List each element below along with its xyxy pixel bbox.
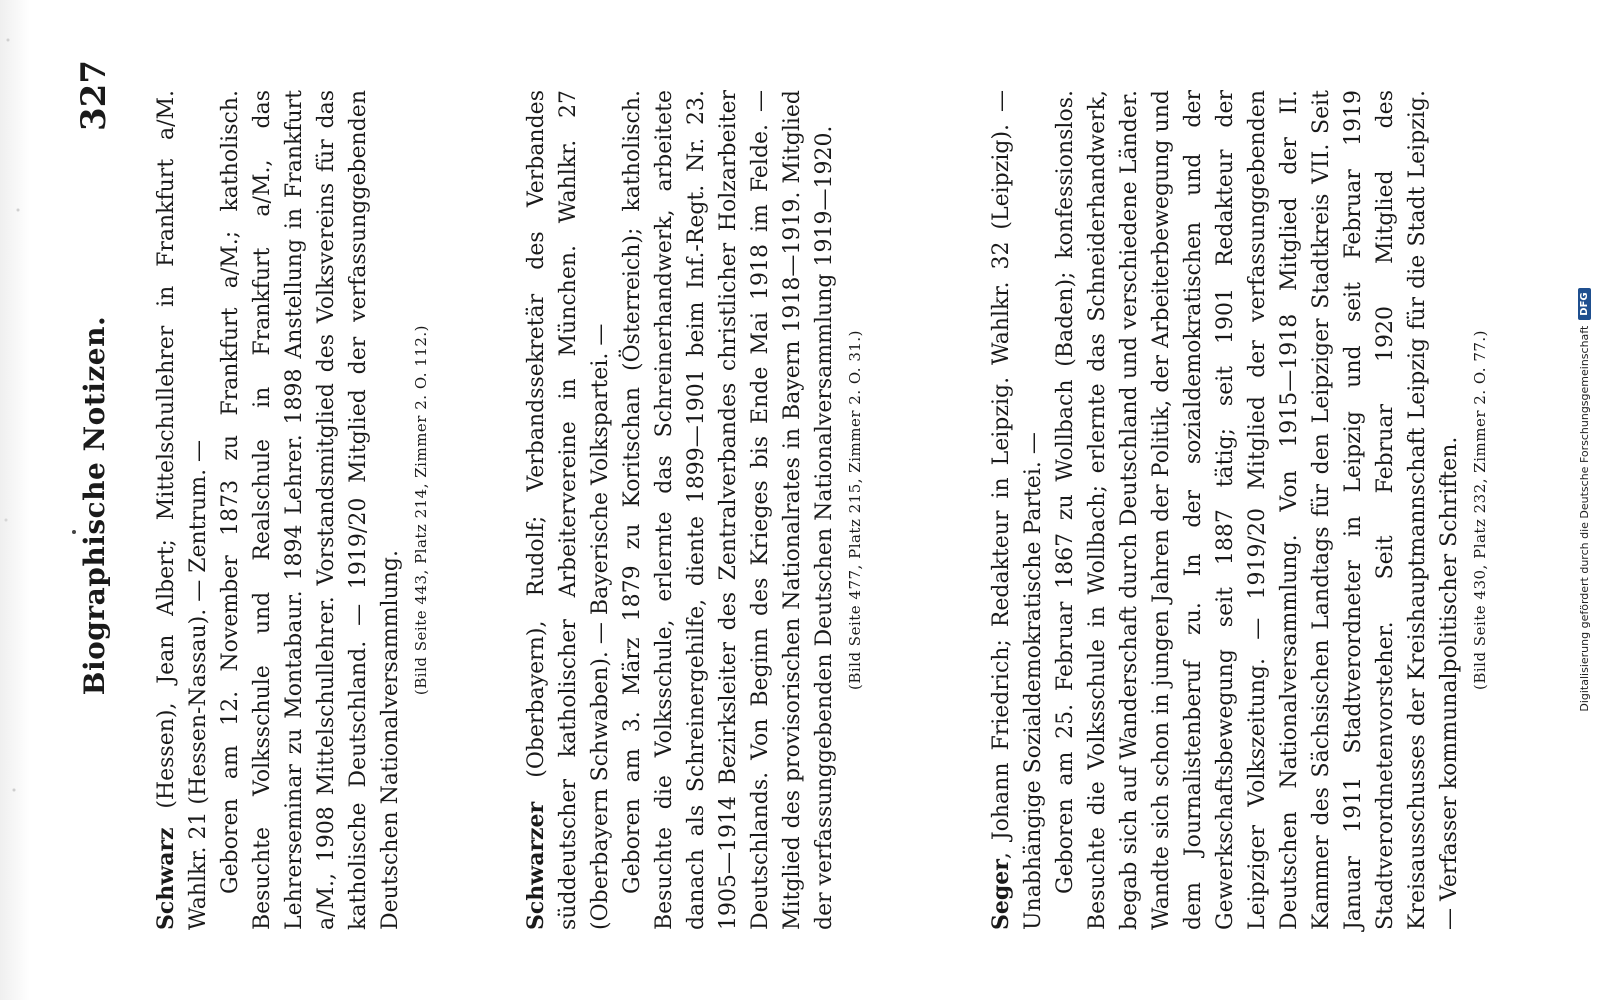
dfg-logo: DFG xyxy=(1578,288,1591,319)
entry-heading xyxy=(985,90,1050,930)
page-header xyxy=(74,60,114,940)
entry-body: Geboren am 3. März 1879 zu Koritschan (Österreich); katholisch. Besuchte die Volksschule, erlernte das Schreinerhandwerk, arbeitete danach als Schreinergehilfe, diente 1899—1901 beim Inf.-Regt. Nr. 23. 1905—1914 Bezirksleiter des Zentralverbandes christlicher Holzarbeiter Deutschlands. Von Beginn des Krieges bis Ende Mai 1918 im Felde. — Mitglied des provisorischen Nationalrates in Bayern 1918—1919. Mitglied der verfassunggebenden Deutschen Nationalversammlung 1919—1920. xyxy=(620,90,837,930)
entry-heading-rest: (Hessen), Jean Albert; Mittelschullehrer in Frankfurt a/M. Wahlkr. 21 (Hessen-Nassau). — Zentrum. — xyxy=(154,90,211,930)
entry-heading xyxy=(150,90,215,930)
credit-text: Digitalisierung gefördert durch die Deutsche Forschungsgemeinschaft xyxy=(1577,325,1591,712)
entry-heading xyxy=(520,90,617,930)
entry-body: Geboren am 12. November 1873 zu Frankfurt a/M.; katholisch. Besuchte Volksschule und Realschule in Frankfurt a/M., das Lehrerseminar zu Montabaur. 1894 Lehrer. 1898 Anstellung in Frankfurt a/M., 1908 Mittelschullehrer. Vorstandsmitglied des Volksvereins für das katholische Deutschland. — 1919/20 Mitglied der verfassunggebenden Deutschen Nationalversammlung. xyxy=(218,90,403,930)
entry-caption: (Bild Seite 443, Platz 214, Zimmer 2. O. 112.) xyxy=(412,324,430,696)
biography-entry-seger xyxy=(985,90,1492,930)
member-name: Schwarz xyxy=(153,827,179,930)
running-title: Biographische Notizen. xyxy=(77,315,111,696)
member-name: Seger xyxy=(988,859,1014,930)
entry-heading-rest: , Johann Friedrich; Redakteur in Leipzig. Wahlkr. 32 (Leipzig). — Unabhängige Sozialdemokratische Partei. — xyxy=(989,90,1046,930)
biography-entry-schwarzer xyxy=(520,90,867,930)
entry-caption: (Bild Seite 477, Platz 215, Zimmer 2. O. 31.) xyxy=(846,329,864,691)
page-number: 327 xyxy=(74,60,114,131)
entry-caption: (Bild Seite 430, Platz 232, Zimmer 2. O. 77.) xyxy=(1471,329,1489,691)
digitization-credit xyxy=(1552,0,1596,1000)
member-name: Schwarzer xyxy=(523,801,549,930)
entry-body: Geboren am 25. Februar 1867 zu Wollbach (Baden); konfessionslos. Besuchte die Volksschule in Wollbach; erlernte das Schneiderhandwerk, begab sich auf Wanderschaft durch Deutschland und verschiedene Länder. Wandte sich schon in jungen Jahren der Politik, der Arbeiterbewegung und dem Journalistenberuf zu. In der sozialdemokratischen und der Gewerkschaftsbewegung seit 1887 tätig; seit 1901 Redakteur der Leipziger Volkszeitung. — 1919/20 Mitglied der verfassunggebenden Deutschen Nationalversammlung. Von 1915—1918 Mitglied der II. Kammer des Sächsischen Landtags für den Leipziger Stadtkreis VII. Seit Januar 1911 Stadtverordneter in Leipzig und seit Februar 1919 Stadtverordnetenvorsteher. Seit Februar 1920 Mitglied des Kreisausschusses der Kreishauptmannschaft Leipzig für die Stadt Leipzig. — Verfasser kommunalpolitischer Schriften. xyxy=(1053,90,1462,930)
biography-entry-schwarz xyxy=(150,90,433,930)
entry-heading-rest: (Oberbayern), Rudolf; Verbandssekretär des Verbandes süddeutscher katholischer Arbeitervereine in München. Wahlkr. 27 (Oberbayern Schwaben). — Bayerische Volkspartei. — xyxy=(524,90,613,930)
